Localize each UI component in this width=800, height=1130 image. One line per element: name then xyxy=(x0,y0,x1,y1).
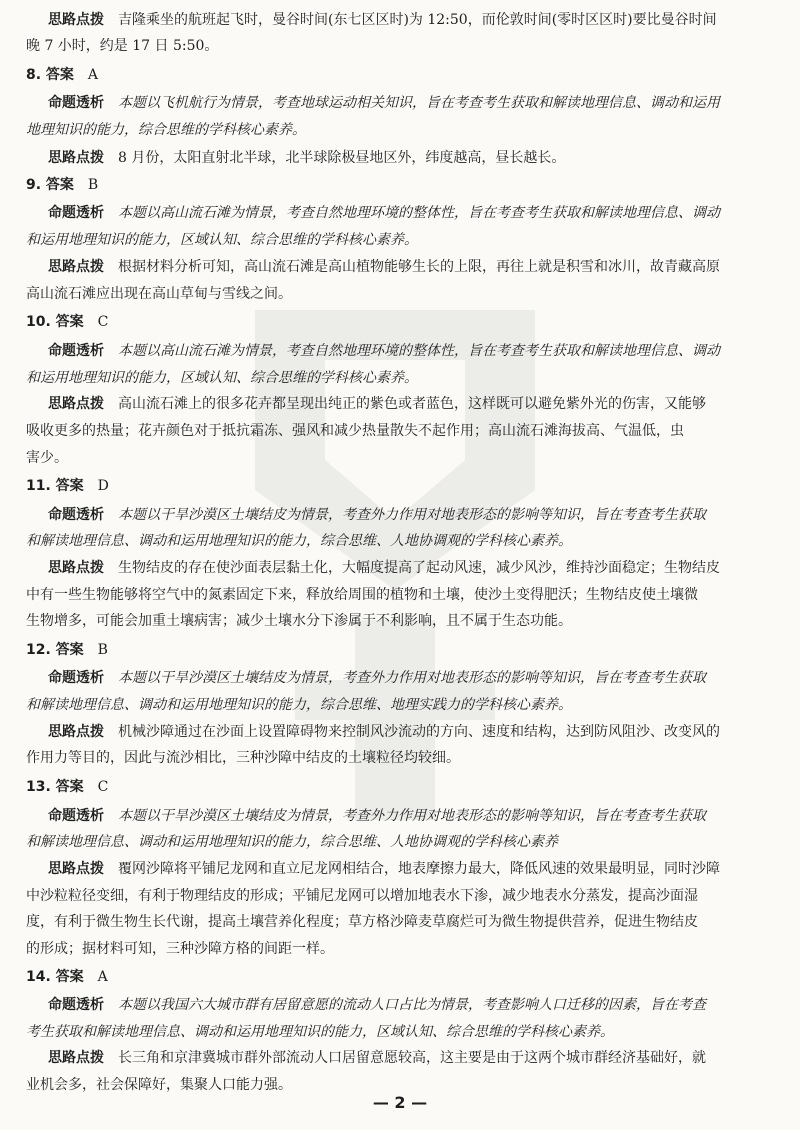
text-line xyxy=(0,36,800,56)
body-text: 本题以高山流石滩为情景，考查自然地理环境的整体性，旨在考查考生获取和解读地理信息、调动 xyxy=(104,343,720,359)
text-line xyxy=(0,1022,800,1042)
text-line xyxy=(0,341,800,361)
text-line xyxy=(0,230,800,250)
text-line xyxy=(0,394,800,414)
text-line xyxy=(0,912,800,932)
body-text: 吉隆乘坐的航班起飞时，曼谷时间(东七区区时)为 12:50，而伦敦时间(零时区区时)要比曼谷时间 xyxy=(104,12,717,28)
body-text: 害少。 xyxy=(26,450,68,466)
body-text: 高山流石滩上的很多花卉都呈现出纯正的紫色或者蓝色，这样既可以避免紫外光的伤害，又能够 xyxy=(104,396,706,412)
body-text: 吸收更多的热量；花卉颜色对于抵抗霜冻、强风和减少热量散失不起作用；高山流石滩海拔高、气温低，虫 xyxy=(26,423,684,439)
body-text: 长三角和京津冀城市群外部流动人口居留意愿较高，这主要是由于这两个城市群经济基础好，就 xyxy=(104,1050,706,1066)
section-label: 思路点拨 xyxy=(48,560,104,576)
section-label: 思路点拨 xyxy=(48,259,104,275)
answer-value: A xyxy=(73,67,99,83)
body-text: 晚 7 小时，约是 17 日 5:50。 xyxy=(26,38,219,54)
answer-label: 10. 答案 xyxy=(26,314,84,330)
body-text: 高山流石滩应出现在高山草甸与雪线之间。 xyxy=(26,286,292,302)
text-line xyxy=(0,832,800,852)
text-line xyxy=(0,967,800,987)
text-line xyxy=(0,175,800,195)
section-label: 思路点拨 xyxy=(48,724,104,740)
section-label: 命题透析 xyxy=(48,808,104,824)
text-line xyxy=(0,93,800,113)
body-text: 考生获取和解读地理信息、调动和运用地理知识的能力，区域认知、综合思维的学科核心素养。 xyxy=(26,1024,614,1040)
text-line xyxy=(0,1075,800,1095)
text-line xyxy=(0,695,800,715)
section-label: 命题透析 xyxy=(48,343,104,359)
body-text: 本题以干旱沙漠区土壤结皮为情景，考查外力作用对地表形态的影响等知识，旨在考查考生获取 xyxy=(104,670,706,686)
text-line xyxy=(0,640,800,660)
section-label: 思路点拨 xyxy=(48,1050,104,1066)
text-line xyxy=(0,421,800,441)
body-text: 本题以我国六大城市群有居留意愿的流动人口占比为情景，考查影响人口迁移的因素，旨在考查 xyxy=(104,997,706,1013)
body-text: 度，有利于微生物生长代谢，提高土壤营养化程度；草方格沙障麦草腐烂可为微生物提供营养，促进生物结皮 xyxy=(26,914,698,930)
body-text: 地理知识的能力，综合思维的学科核心素养。 xyxy=(26,122,306,138)
answer-value: A xyxy=(83,969,108,985)
text-line xyxy=(0,939,800,959)
body-text: 本题以飞机航行为情景，考查地球运动相关知识，旨在考查考生获取和解读地理信息、调动和运用 xyxy=(104,95,720,111)
body-text: 本题以高山流石滩为情景，考查自然地理环境的整体性，旨在考查考生获取和解读地理信息、调动 xyxy=(104,205,720,221)
body-text: 机械沙障通过在沙面上设置障碍物来控制风沙流动的方向、速度和结构，达到防风阻沙、改变风的 xyxy=(104,724,720,740)
body-text: 和运用地理知识的能力，区域认知、综合思维的学科核心素养。 xyxy=(26,370,418,386)
text-line xyxy=(0,257,800,277)
text-line xyxy=(0,284,800,304)
answer-label: 9. 答案 xyxy=(26,177,74,193)
section-label: 思路点拨 xyxy=(48,396,104,412)
body-text: 覆网沙障将平铺尼龙网和直立尼龙网相结合，地表摩擦力最大，降低风速的效果最明显，同时沙障 xyxy=(104,861,720,877)
text-line xyxy=(0,777,800,797)
body-text: 和解读地理信息、调动和运用地理知识的能力，综合思维、地理实践力的学科核心素养。 xyxy=(26,697,572,713)
text-line xyxy=(0,995,800,1015)
answer-label: 14. 答案 xyxy=(26,969,84,985)
section-label: 命题透析 xyxy=(48,997,104,1013)
text-line xyxy=(0,859,800,879)
text-line xyxy=(0,806,800,826)
body-text: 作用力等目的，因此与流沙相比，三种沙障中结皮的土壤粒径均较细。 xyxy=(26,750,460,766)
body-text: 和解读地理信息、调动和运用地理知识的能力，综合思维、人地协调观的学科核心素养 xyxy=(26,834,558,850)
body-text: 的形成；据材料可知，三种沙障方格的间距一样。 xyxy=(26,941,334,957)
body-text: 和解读地理信息、调动和运用地理知识的能力，综合思维、人地协调观的学科核心素养。 xyxy=(26,533,572,549)
body-text: 和运用地理知识的能力，区域认知、综合思维的学科核心素养。 xyxy=(26,232,418,248)
text-line xyxy=(0,886,800,906)
section-label: 命题透析 xyxy=(48,670,104,686)
text-line xyxy=(0,585,800,605)
body-text: 根据材料分析可知，高山流石滩是高山植物能够生长的上限，再往上就是积雪和冰川，故青藏高原 xyxy=(104,259,720,275)
section-label: 思路点拨 xyxy=(48,150,104,166)
body-text: 中有一些生物能够将空气中的氮素固定下来，释放给周围的植物和土壤，使沙土变得肥沃；生物结皮使土壤微 xyxy=(26,587,698,603)
text-line xyxy=(0,368,800,388)
page-number: — 2 — xyxy=(372,1093,428,1112)
text-line xyxy=(0,10,800,30)
answer-value: D xyxy=(83,478,109,494)
body-text: 本题以干旱沙漠区土壤结皮为情景，考查外力作用对地表形态的影响等知识，旨在考查考生获取 xyxy=(104,507,706,523)
section-label: 命题透析 xyxy=(48,205,104,221)
text-line xyxy=(0,558,800,578)
section-label: 命题透析 xyxy=(48,507,104,523)
body-text: 业机会多，社会保障好，集聚人口能力强。 xyxy=(26,1077,292,1093)
text-line xyxy=(0,120,800,140)
text-line xyxy=(0,505,800,525)
body-text: 生物增多，可能会加重土壤病害；减少土壤水分下渗属于不利影响，且不属于生态功能。 xyxy=(26,613,572,629)
text-line xyxy=(0,722,800,742)
body-text: 生物结皮的存在使沙面表层黏土化，大幅度提高了起动风速，减少风沙，维持沙面稳定；生物结皮 xyxy=(104,560,720,576)
text-line xyxy=(0,476,800,496)
text-line xyxy=(0,203,800,223)
text-line xyxy=(0,668,800,688)
text-line xyxy=(0,748,800,768)
answer-value: B xyxy=(83,642,108,658)
section-label: 命题透析 xyxy=(48,95,104,111)
text-line xyxy=(0,448,800,468)
answer-value: B xyxy=(73,177,99,193)
section-label: 思路点拨 xyxy=(48,861,104,877)
text-line xyxy=(0,65,800,85)
text-line xyxy=(0,611,800,631)
section-label: 思路点拨 xyxy=(48,12,104,28)
body-text: 本题以干旱沙漠区土壤结皮为情景，考查外力作用对地表形态的影响等知识，旨在考查考生获取 xyxy=(104,808,706,824)
answer-label: 12. 答案 xyxy=(26,642,84,658)
text-line xyxy=(0,1048,800,1068)
text-line xyxy=(0,312,800,332)
text-line xyxy=(0,148,800,168)
body-text: 中沙粒粒径变细，有利于物理结皮的形成；平铺尼龙网可以增加地表水下渗，减少地表水分蒸发，提高沙面湿 xyxy=(26,888,698,904)
text-line xyxy=(0,531,800,551)
answer-value: C xyxy=(83,314,109,330)
body-text: 8 月份，太阳直射北半球，北半球除极昼地区外，纬度越高，昼长越长。 xyxy=(104,150,566,166)
answer-label: 11. 答案 xyxy=(26,478,84,494)
answer-label: 13. 答案 xyxy=(26,779,84,795)
answer-label: 8. 答案 xyxy=(26,67,74,83)
answer-value: C xyxy=(83,779,109,795)
